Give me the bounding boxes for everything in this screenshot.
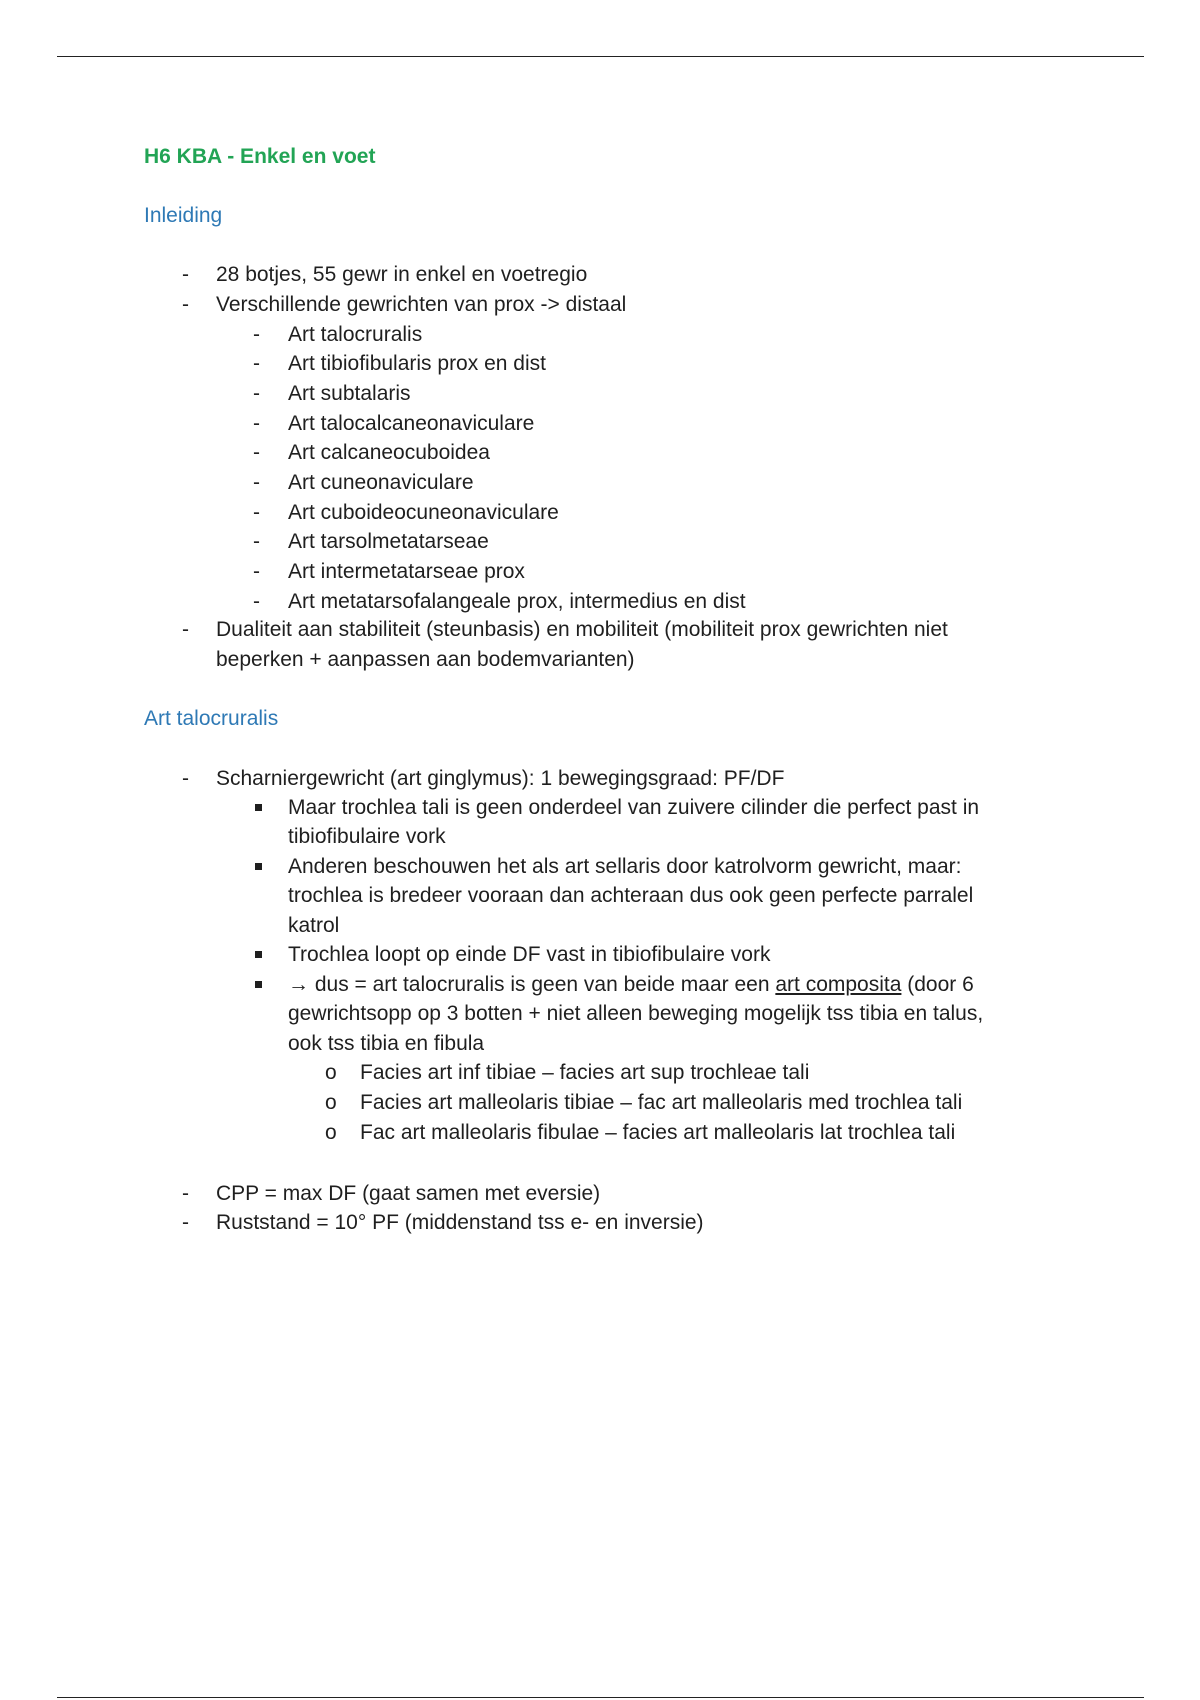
list-item: Art cuneonaviculare [288, 471, 474, 494]
section-heading-inleiding: Inleiding [144, 204, 223, 227]
dash-bullet: - [182, 263, 189, 286]
square-bullet-icon [255, 951, 262, 958]
list-item-continuation: ook tss tibia en fibula [288, 1032, 485, 1055]
dash-bullet: - [182, 293, 189, 316]
dash-bullet: - [182, 767, 189, 790]
circle-bullet: o [325, 1121, 337, 1144]
dash-bullet: - [253, 501, 260, 524]
dash-bullet: - [253, 382, 260, 405]
list-item: Ruststand = 10° PF (middenstand tss e- en inversie) [216, 1211, 704, 1234]
list-item: Anderen beschouwen het als art sellaris door katrolvorm gewricht, maar: [288, 855, 962, 878]
list-item: Art cuboideocuneonaviculare [288, 501, 559, 524]
list-item: Art talocruralis [288, 323, 423, 346]
list-item-continuation: beperken + aanpassen aan bodemvarianten) [216, 648, 635, 671]
list-item: Maar trochlea tali is geen onderdeel van zuivere cilinder die perfect past in [288, 796, 980, 819]
list-item-text: → dus = art talocruralis is geen van beide maar een [288, 973, 776, 996]
dash-bullet: - [182, 1182, 189, 1205]
square-bullet-icon [255, 981, 262, 988]
list-item: Fac art malleolaris fibulae – facies art malleolaris lat trochlea tali [360, 1121, 956, 1144]
list-item-text: (door 6 [901, 973, 974, 996]
list-item-continuation: gewrichtsopp op 3 botten + niet alleen beweging mogelijk tss tibia en talus, [288, 1002, 984, 1025]
list-item: Art subtalaris [288, 382, 411, 405]
dash-bullet: - [182, 1211, 189, 1234]
list-item: Art calcaneocuboidea [288, 441, 490, 464]
footer-rule [57, 1697, 1144, 1698]
header-rule [57, 56, 1144, 57]
dash-bullet: - [253, 560, 260, 583]
section-heading-talocruralis: Art talocruralis [144, 707, 279, 730]
list-item: Art tarsolmetatarseae [288, 530, 489, 553]
list-item: Art tibiofibularis prox en dist [288, 352, 546, 375]
dash-bullet: - [253, 412, 260, 435]
list-item: Verschillende gewrichten van prox -> distaal [216, 293, 627, 316]
square-bullet-icon [255, 863, 262, 870]
dash-bullet: - [182, 618, 189, 641]
list-item-continuation: katrol [288, 914, 340, 937]
list-item: Trochlea loopt op einde DF vast in tibiofibulaire vork [288, 943, 771, 966]
list-item: 28 botjes, 55 gewr in enkel en voetregio [216, 263, 588, 286]
list-item-continuation: trochlea is bredeer vooraan dan achteraan dus ook geen perfecte parralel [288, 884, 974, 907]
list-item: Scharniergewricht (art ginglymus): 1 bewegingsgraad: PF/DF [216, 767, 785, 790]
underlined-term: art composita [775, 973, 902, 996]
list-item: Art metatarsofalangeale prox, intermedius en dist [288, 590, 746, 613]
dash-bullet: - [253, 323, 260, 346]
dash-bullet: - [253, 352, 260, 375]
list-item: Facies art malleolaris tibiae – fac art malleolaris med trochlea tali [360, 1091, 963, 1114]
circle-bullet: o [325, 1091, 337, 1114]
dash-bullet: - [253, 530, 260, 553]
list-item: Facies art inf tibiae – facies art sup trochleae tali [360, 1061, 810, 1084]
list-item: Art intermetatarseae prox [288, 560, 525, 583]
list-item: Dualiteit aan stabiliteit (steunbasis) en mobiliteit (mobiliteit prox gewrichten niet [216, 618, 948, 641]
dash-bullet: - [253, 471, 260, 494]
list-item [288, 971, 974, 999]
circle-bullet: o [325, 1061, 337, 1084]
list-item: Art talocalcaneonaviculare [288, 412, 535, 435]
dash-bullet: - [253, 441, 260, 464]
list-item-continuation: tibiofibulaire vork [288, 825, 446, 848]
list-item: CPP = max DF (gaat samen met eversie) [216, 1182, 601, 1205]
square-bullet-icon [255, 804, 262, 811]
dash-bullet: - [253, 590, 260, 613]
document-title: H6 KBA - Enkel en voet [144, 145, 376, 168]
